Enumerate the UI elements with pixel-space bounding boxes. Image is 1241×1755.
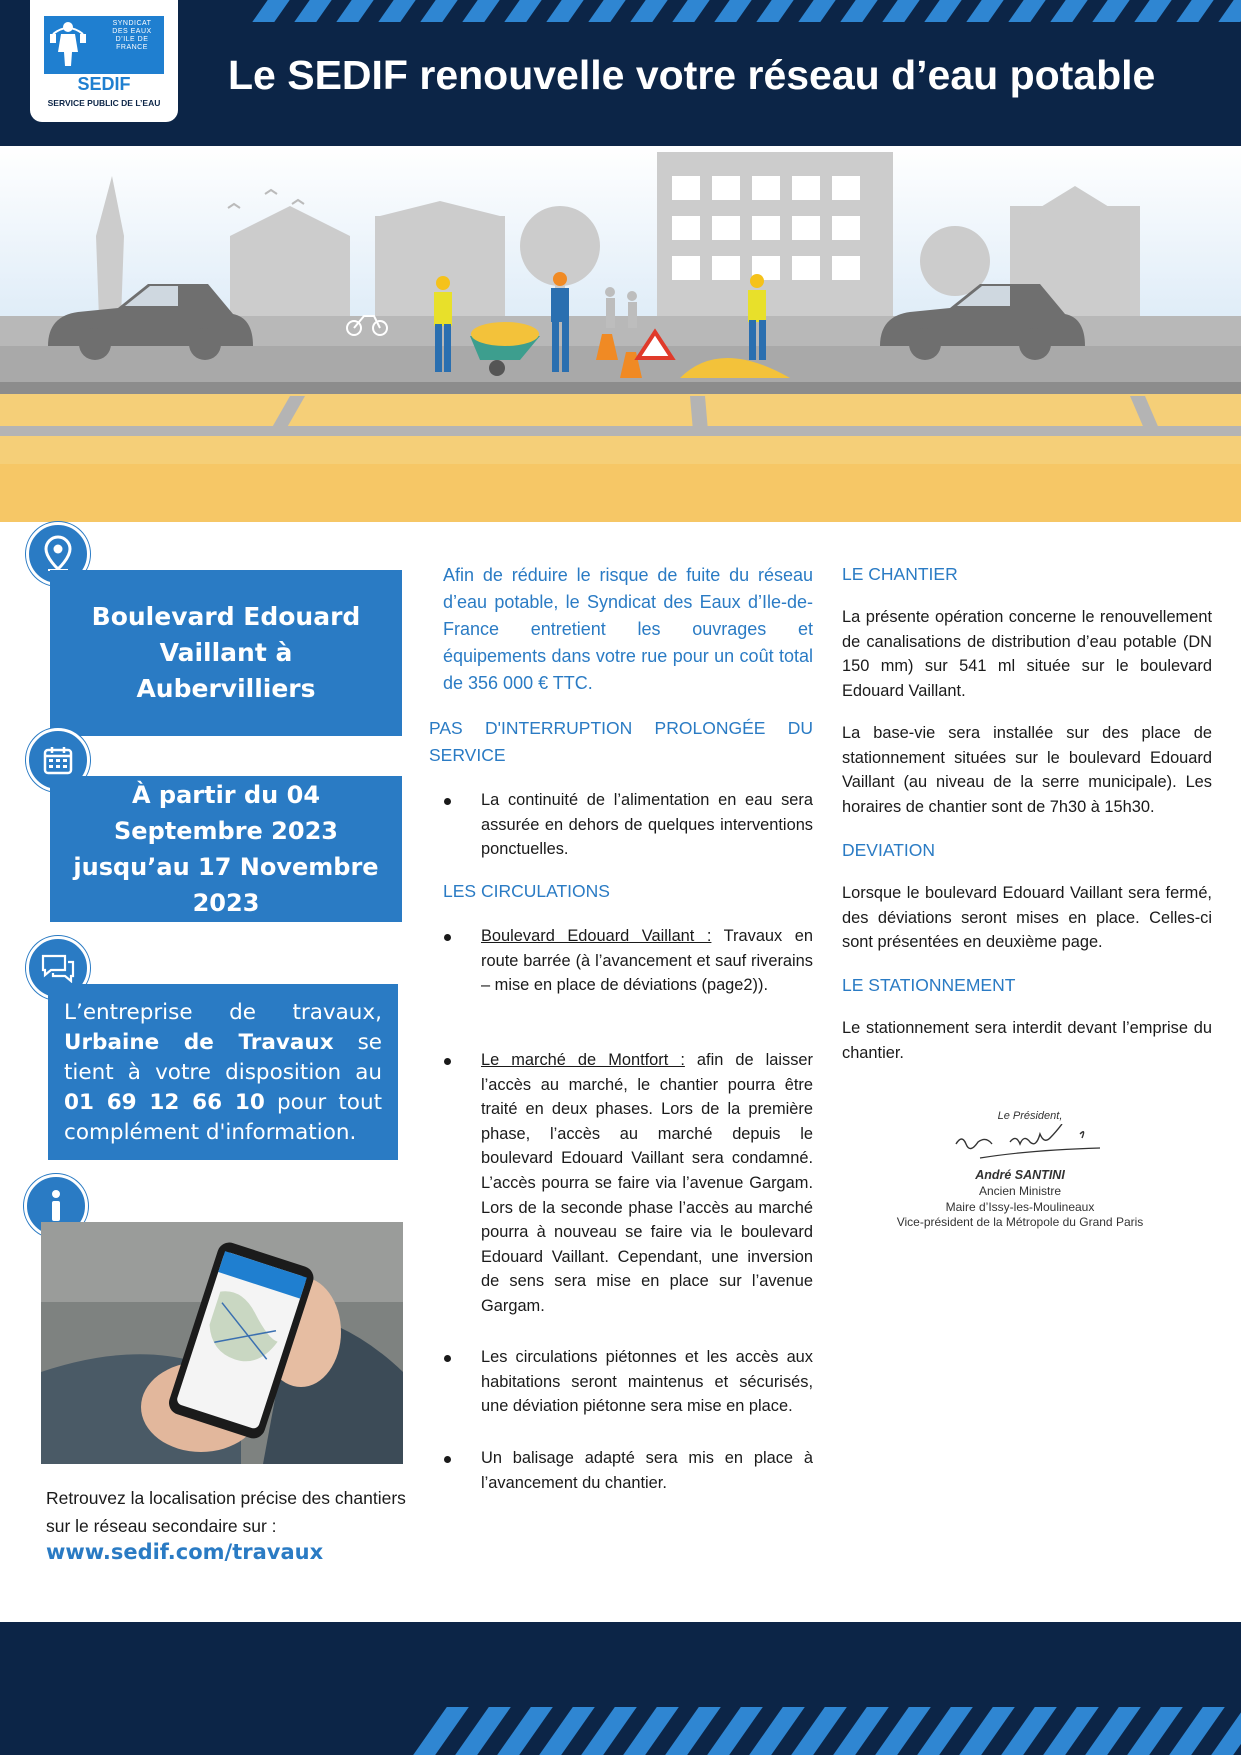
footer-stripes [400, 1707, 1241, 1755]
chantier-paragraph-2: La base-vie sera installée sur des place de stationnement situées sur le boulevard Edouard Vaillant (au niveau de la serre municipale). Les horaires de chantier sont de 7h30 à 15h30. [842, 724, 1212, 816]
deviation-paragraph: Lorsque le boulevard Edouard Vaillant sera fermé, des déviations seront mises en place. Celles-ci sont présentées en deuxième page. [842, 884, 1212, 952]
stationnement-paragraph: Le stationnement sera interdit devant l’emprise du chantier. [842, 1019, 1212, 1062]
handwritten-signature [950, 1124, 1100, 1160]
chantier-paragraph-1: La présente opération concerne le renouvellement de canalisations de distribution d’eau potable (DN 150 mm) sur 541 ml située sur le boulevard Edouard Vaillant. [842, 608, 1212, 700]
retrouvez-text: Retrouvez la localisation précise des chantiers sur le réseau secondaire sur : [46, 1488, 406, 1536]
header-stripes [250, 0, 1241, 22]
signatory-title-2: Maire d’Issy-les-Moulineaux [945, 1200, 1095, 1214]
bullet-dot [444, 934, 451, 941]
contact-box [48, 984, 398, 1160]
list-item-pietons [444, 1345, 813, 1425]
phone-map-photo [41, 1222, 403, 1464]
bullet-dot [444, 1058, 451, 1065]
intro-paragraph: Afin de réduire le risque de fuite du réseau d’eau potable, le Syndicat des Eaux d’Ile-de-France entretient les ouvrages et équipements dans votre rue pour un coût total de 356 000 € TTC. [443, 565, 813, 693]
hands-holding-phone-image [41, 1222, 403, 1464]
header-banner [0, 0, 1241, 146]
dates-box [50, 776, 402, 922]
section-title-deviation: DEVIATION [842, 840, 936, 860]
list-item-boulevard [444, 924, 813, 1034]
bullet-text: Boulevard Edouard Vaillant : Travaux en route barrée (à l’avancement et sauf riverains – mise en place de déviations (page2)). [481, 927, 813, 995]
bullet-text: La continuité de l’alimentation en eau sera assurée en dehors de quelques interventions ponctuelles. [481, 791, 813, 859]
signatory-title-1: Ancien Ministre [978, 1184, 1062, 1198]
list-item-balisage [444, 1446, 813, 1506]
section-title-chantier: LE CHANTIER [842, 564, 958, 584]
bullet-dot [444, 1355, 451, 1362]
list-item-marche [444, 1048, 813, 1318]
footer-band [0, 1622, 1241, 1755]
dates-text: À partir du 04 Septembre 2023 jusqu’au 17 Novembre 2023 [73, 781, 379, 917]
location-text: Boulevard Edouard Vaillant à Aubervilliers [91, 602, 361, 703]
bullet-text: Un balisage adapté sera mis en place à l’avancement du chantier. [481, 1449, 813, 1492]
signature-label: Le Président, [997, 1110, 1063, 1122]
bullet-dot [444, 1456, 451, 1463]
signatory-title-3: Vice-président de la Métropole du Grand Paris [896, 1215, 1144, 1229]
bullet-dot [444, 798, 451, 805]
bullet-label: Boulevard Edouard Vaillant : [481, 927, 712, 945]
signatory-name: André SANTINI [975, 1168, 1065, 1182]
roadworks-illustration [0, 146, 1241, 522]
contact-text-2: se tient à votre disposition au [64, 1030, 382, 1085]
section-title-circulations: LES CIRCULATIONS [443, 881, 610, 901]
logo-tagline: SERVICE PUBLIC DE L’EAU [47, 98, 161, 108]
logo-name: SEDIF [77, 74, 131, 94]
sedif-logo[interactable] [30, 0, 178, 122]
list-item-service [444, 788, 813, 868]
contact-text-1: L’entreprise de travaux, [64, 1000, 382, 1025]
page-title: Le SEDIF renouvelle votre réseau d’eau potable [228, 52, 1156, 98]
logo-blue-panel [44, 16, 164, 74]
water-carrier-icon [48, 20, 88, 68]
bullet-text: Les circulations piétonnes et les accès aux habitations seront maintenus et sécurisés, une déviation piétonne sera mise en place. [481, 1348, 813, 1416]
travaux-link[interactable]: www.sedif.com/travaux [46, 1540, 324, 1564]
location-box [50, 570, 402, 736]
contact-text-3: pour tout complément d'information. [64, 1090, 382, 1145]
contact-phone[interactable]: 01 69 12 66 10 [64, 1090, 265, 1115]
contractor-name: Urbaine de Travaux [64, 1030, 334, 1055]
bullet-label: Le marché de Montfort : [481, 1051, 685, 1069]
section-title-service: PAS D'INTERRUPTION PROLONGÉE DU SERVICE [429, 718, 813, 765]
section-title-stationnement: LE STATIONNEMENT [842, 975, 1016, 995]
logo-syndicat-text: SYNDICAT DES EAUX D’ILE DE FRANCE [112, 20, 152, 51]
bullet-text: Le marché de Montfort : afin de laisser l’accès au marché, le chantier pourra être traité en deux phases. Lors de la première phase, l’accès au marché depuis le boulevard Edouard Vaillant sera condamné. L’accès pourra se faire via l’avenue Gargam. Lors de la seconde phase l’accès au marché pourra à nouveau se faire via le boulevard Edouard Vaillant. Cependant, une inversion de sens sera mise en place sur l’avenue Gargam. [481, 1051, 813, 1315]
